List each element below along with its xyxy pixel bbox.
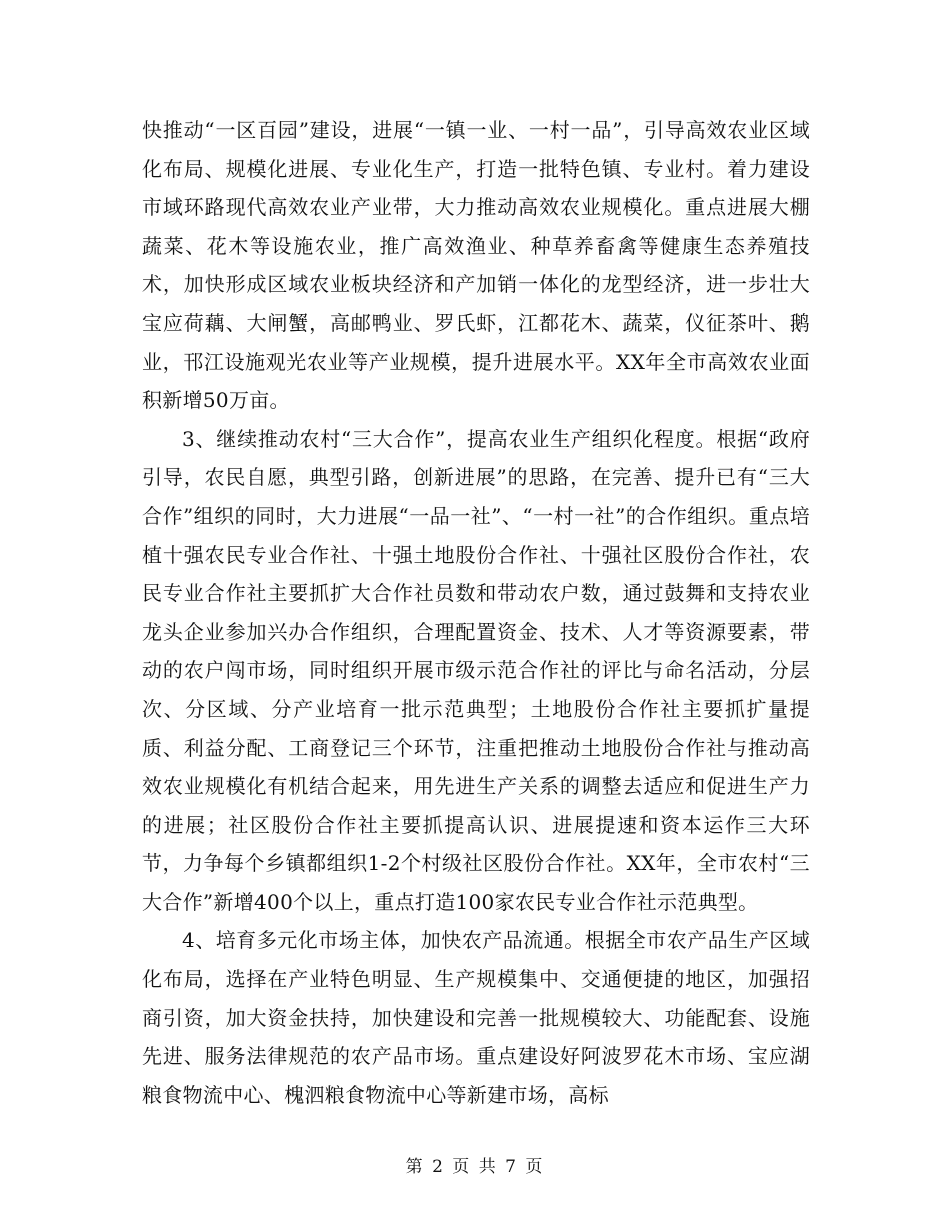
page-number-footer: 第 2 页 共 7 页: [405, 1157, 545, 1177]
paragraph-market-entities: 4、培育多元化市场主体，加快农产品流通。根据全市农产品生产区域化布局，选择在产业特色明显、生产规模集中、交通便捷的地区，加强招商引资，加大资金扶持，加快建设和完善一批规模较大、功能配套、设施先进、服务法律规范的农产品市场。重点建设好阿波罗花木市场、宝应湖粮食物流中心、槐泗粮食物流中心等新建市场，高标: [142, 928, 810, 1107]
body-text: [142, 111, 810, 1114]
paragraph-continuation: 快推动“一区百园”建设，进展“一镇一业、一村一品”，引导高效农业区域化布局、规模化进展、专业化生产，打造一批特色镇、专业村。着力建设市域环路现代高效农业产业带，大力推动高效农业规模化。重点进展大棚蔬菜、花木等设施农业，推广高效渔业、种草养畜禽等健康生态养殖技术，加快形成区域农业板块经济和产加销一体化的龙型经济，进一步壮大宝应荷藕、大闸蟹，高邮鸭业、罗氏虾，江都花木、蔬菜，仪征茶叶、鹅业，邗江设施观光农业等产业规模，提升进展水平。XX年全市高效农业面积新增50万亩。: [142, 118, 810, 413]
paragraph-three-cooperations: 3、继续推动农村“三大合作”，提高农业生产组织化程度。根据“政府引导，农民自愿，典型引路，创新进展”的思路，在完善、提升已有“三大合作”组织的同时，大力进展“一品一社”、“一村一社”的合作组织。重点培植十强农民专业合作社、十强土地股份合作社、十强社区股份合作社，农民专业合作社主要抓扩大合作社员数和带动农户数，通过鼓舞和支持农业龙头企业参加兴办合作组织，合理配置资金、技术、人才等资源要素，带动的农户闯市场，同时组织开展市级示范合作社的评比与命名活动，分层次、分区域、分产业培育一批示范典型；土地股份合作社主要抓扩量提质、利益分配、工商登记三个环节，注重把推动土地股份合作社与推动高效农业规模化有机结合起来，用先进生产关系的调整去适应和促进生产力的进展；社区股份合作社主要抓提高认识、进展提速和资本运作三大环节，力争每个乡镇都组织1-2个村级社区股份合作社。XX年，全市农村“三大合作”新增400个以上，重点打造100家农民专业合作社示范典型。: [142, 426, 810, 914]
